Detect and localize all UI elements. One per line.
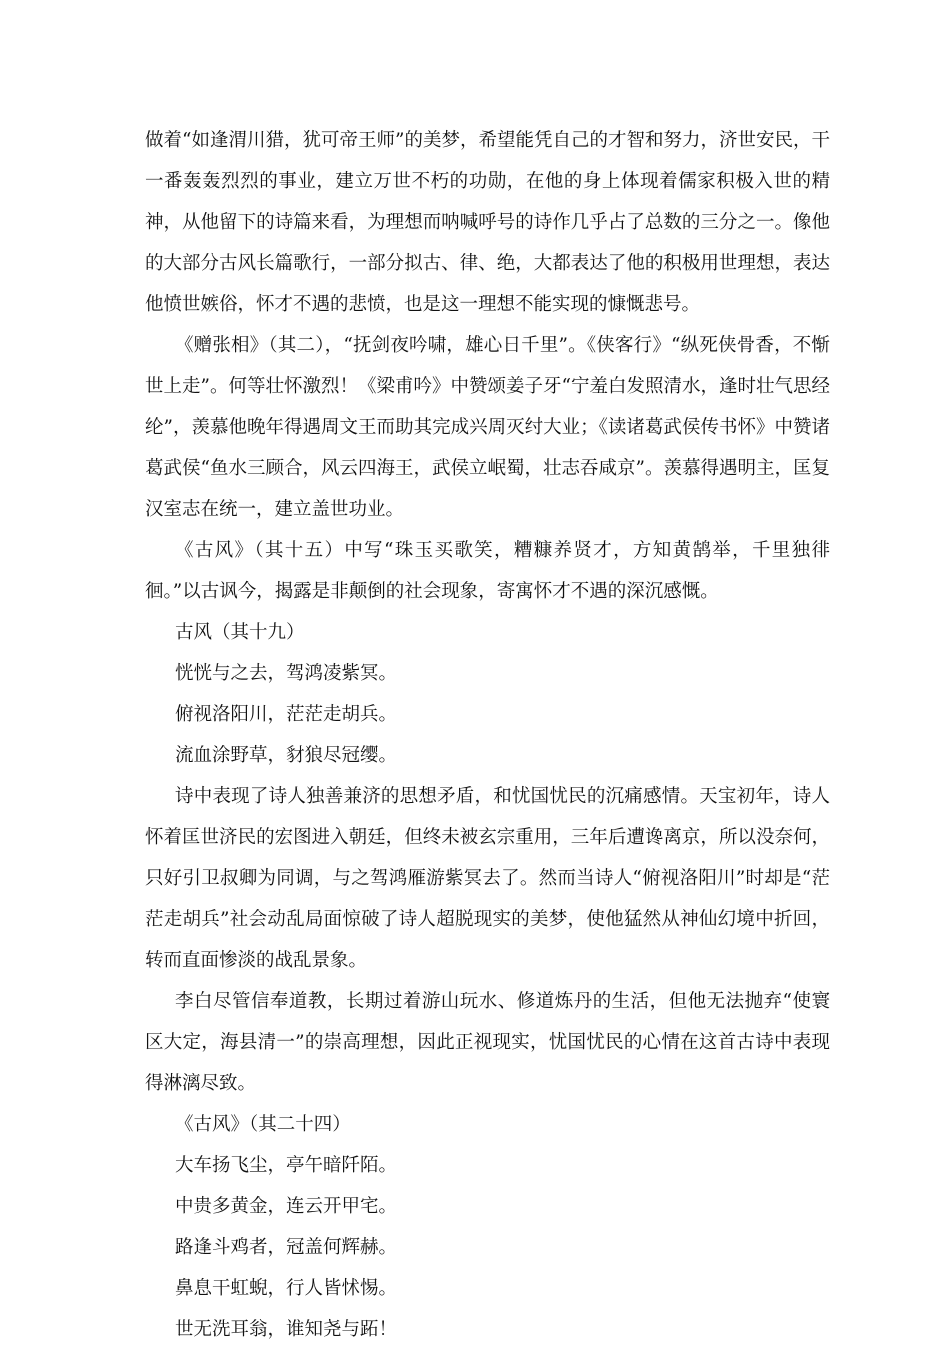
poem2-line-4: 鼻息干虹蜺，行人皆怵惕。 xyxy=(175,1278,398,1299)
poem1-line-1: 恍恍与之去，驾鸿凌紫冥。 xyxy=(175,663,398,684)
poem2-line-3: 路逢斗鸡者，冠盖何辉赫。 xyxy=(175,1237,398,1258)
poem1-line-2: 俯视洛阳川，茫茫走胡兵。 xyxy=(175,704,398,725)
document-page xyxy=(145,120,830,1350)
paragraph-2: 《赠张相》（其二），“抚剑夜吟啸，雄心日千里”。《侠客行》“纵死侠骨香，不惭世上走”。何等壮怀激烈！《梁甫吟》中赞颂姜子牙“宁羞白发照清水，逢时壮气思经纶”，羡慕他晚年得遇周文王而助其完成兴周灭纣大业；《读诸葛武侯传书怀》中赞诸葛武侯“鱼水三顾合，风云四海王，武侯立岷蜀，壮志吞咸京”。羡慕得遇明主，匡复汉室志在统一，建立盖世功业。 xyxy=(145,335,830,520)
paragraph-1: 做着“如逢渭川猎，犹可帝王师”的美梦，希望能凭自己的才智和努力，济世安民，干一番轰轰烈烈的事业，建立万世不朽的功勋，在他的身上体现着儒家积极入世的精神，从他留下的诗篇来看，为理想而呐喊呼号的诗作几乎占了总数的三分之一。像他的大部分古风长篇歌行，一部分拟古、律、绝，大都表达了他的积极用世理想，表达他愤世嫉俗，怀才不遇的悲愤，也是这一理想不能实现的慷慨悲号。 xyxy=(145,130,830,315)
poem2-line-1: 大车扬飞尘，亭午暗阡陌。 xyxy=(175,1155,398,1176)
poem1-line-3: 流血涂野草，豺狼尽冠缨。 xyxy=(175,745,398,766)
poem2-line-5: 世无洗耳翁，谁知尧与跖！ xyxy=(175,1319,398,1340)
poem2-line-2: 中贵多黄金，连云开甲宅。 xyxy=(175,1196,398,1217)
poem2-title: 《古风》（其二十四） xyxy=(175,1114,351,1135)
poem1-title: 古风（其十九） xyxy=(175,622,305,643)
paragraph-4: 诗中表现了诗人独善兼济的思想矛盾，和忧国忧民的沉痛感情。天宝初年，诗人怀着匡世济民的宏图进入朝廷，但终未被玄宗重用，三年后遭谗离京，所以没奈何，只好引卫叔卿为同调，与之驾鸿雁游紫冥去了。然而当诗人“俯视洛阳川”时却是“茫茫走胡兵”社会动乱局面惊破了诗人超脱现实的美梦，使他猛然从神仙幻境中折回，转而直面惨淡的战乱景象。 xyxy=(145,786,830,971)
paragraph-5: 李白尽管信奉道教，长期过着游山玩水、修道炼丹的生活，但他无法抛弃“使寰区大定，海县清一”的崇高理想，因此正视现实，忧国忧民的心情在这首古诗中表现得淋漓尽致。 xyxy=(145,991,830,1094)
paragraph-3: 《古风》（其十五）中写“珠玉买歌笑，糟糠养贤才，方知黄鹄举，千里独徘徊。”以古讽今，揭露是非颠倒的社会现象，寄寓怀才不遇的深沉感慨。 xyxy=(145,540,830,602)
